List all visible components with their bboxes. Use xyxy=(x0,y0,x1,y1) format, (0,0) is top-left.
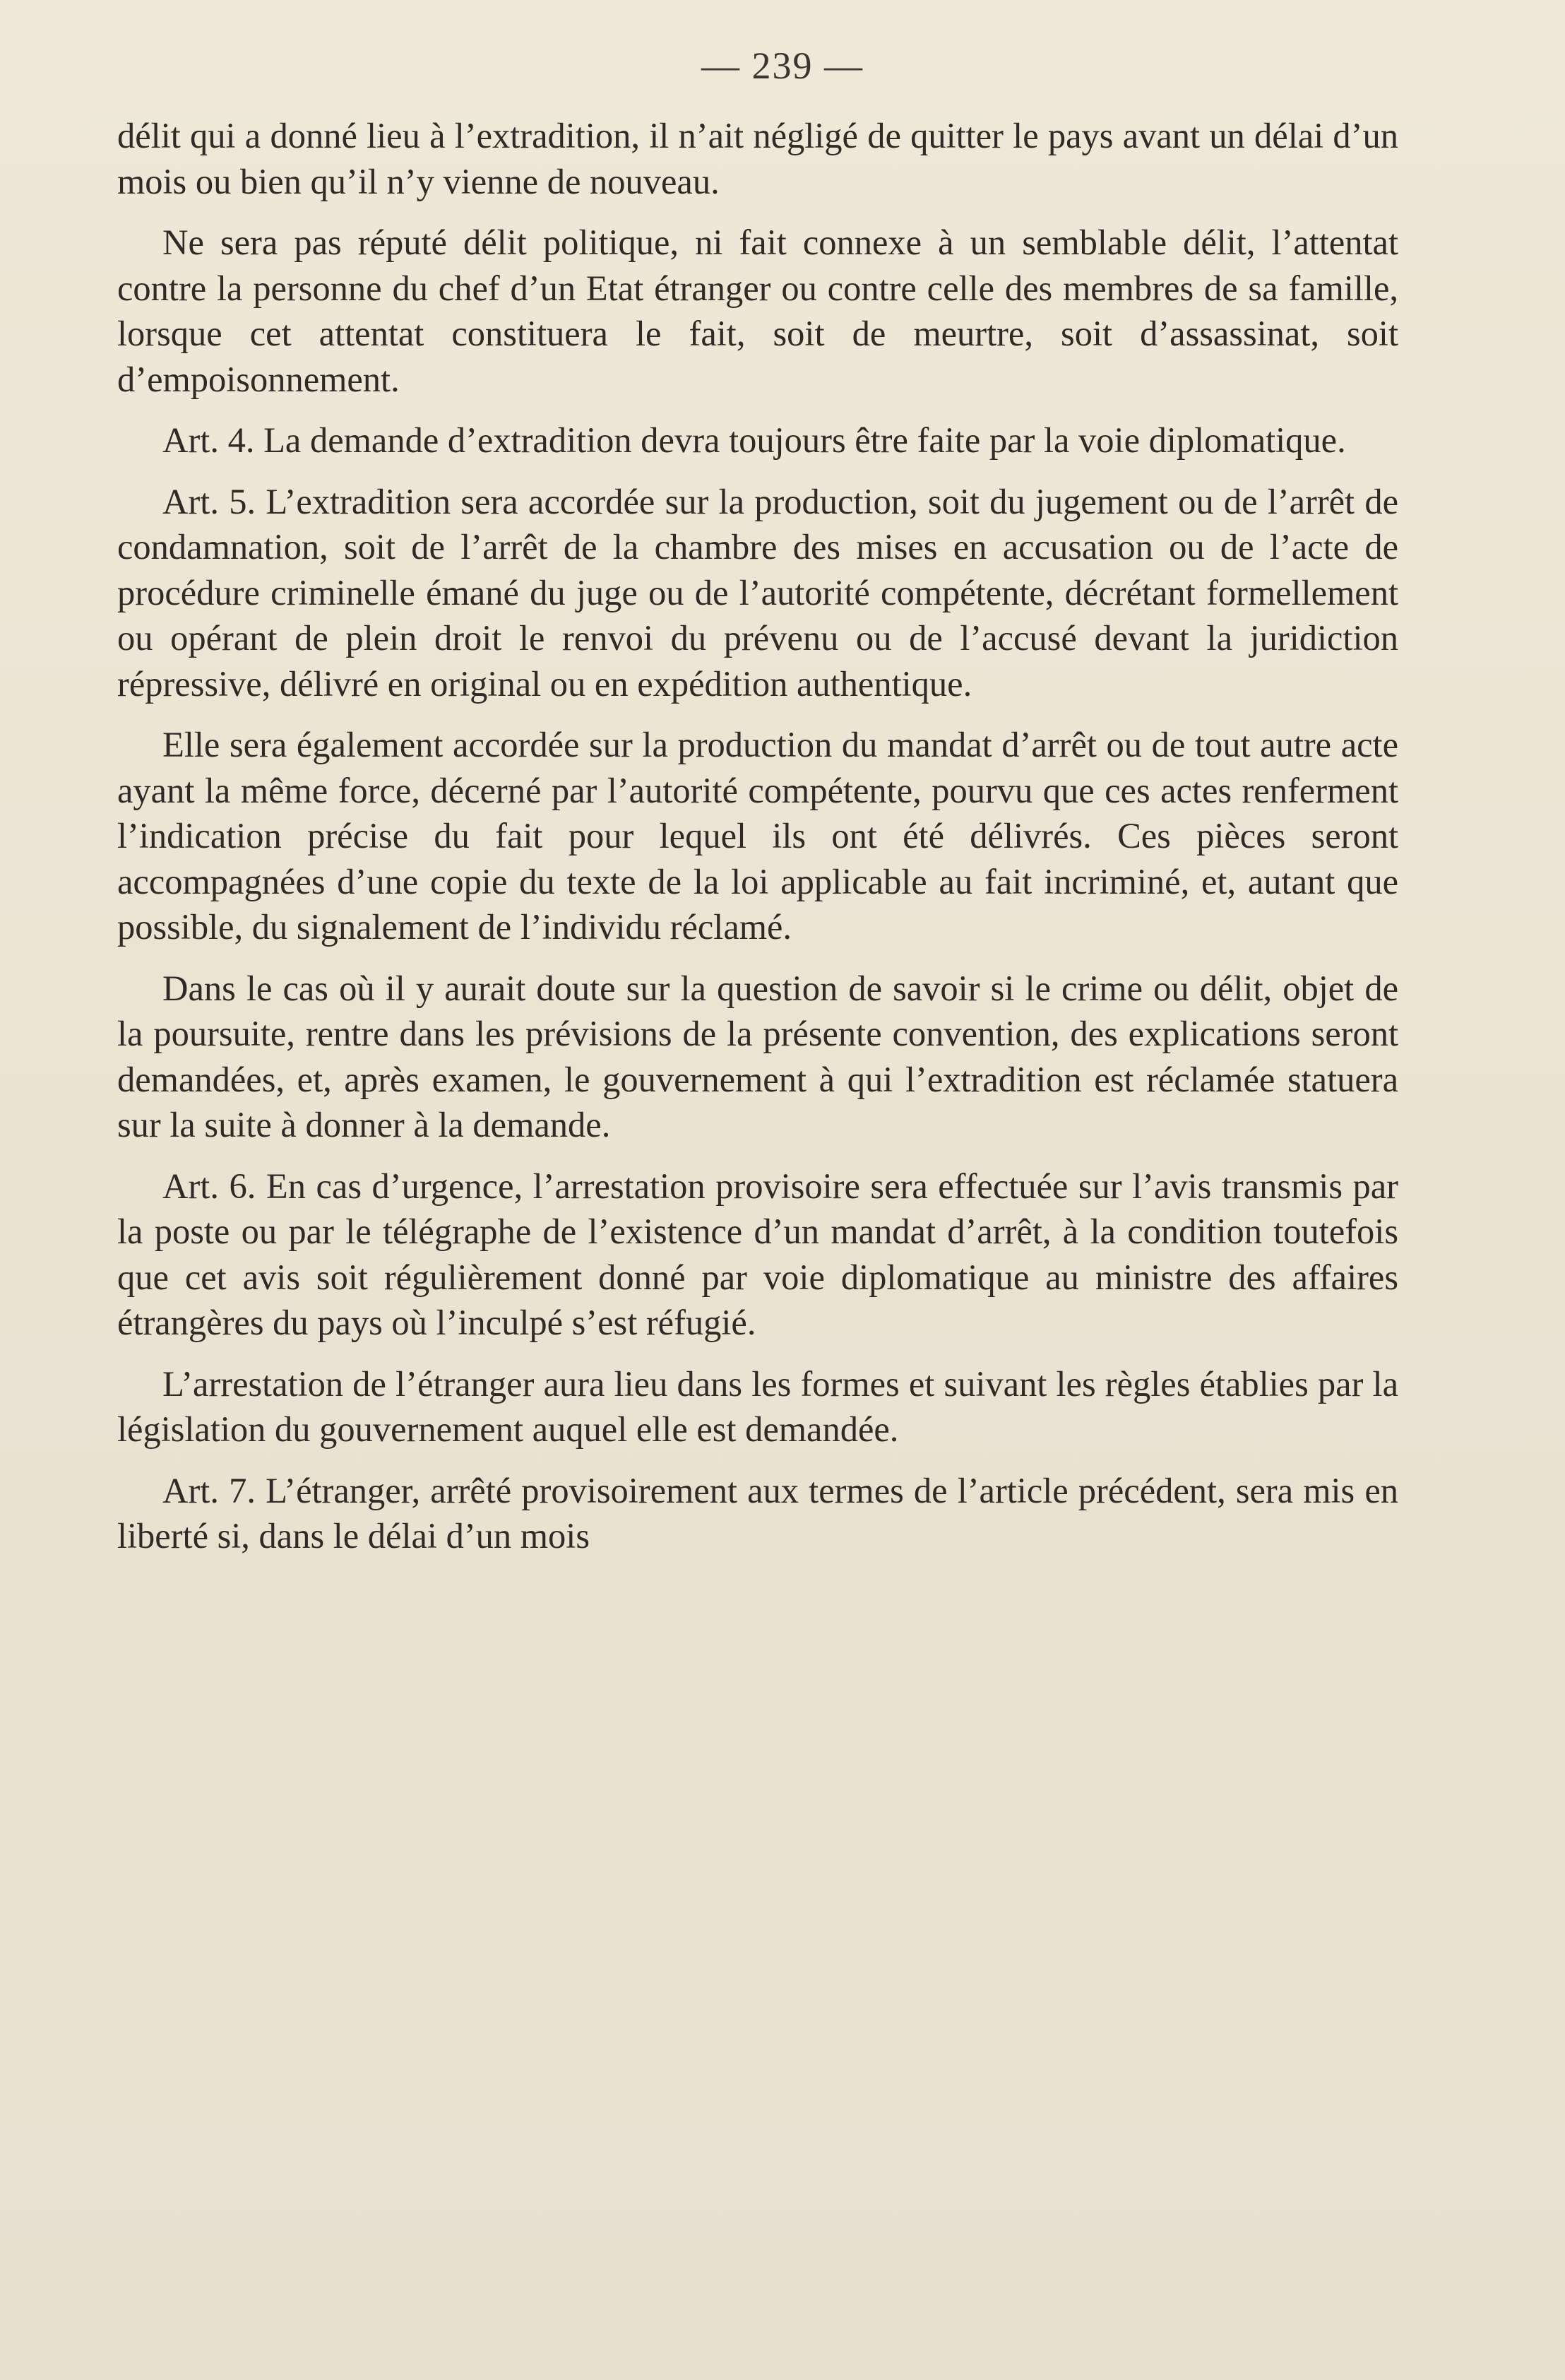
paragraph-article-4: Art. 4. La demande d’extradition devra toujours être faite par la voie diplomatique. xyxy=(162,420,1346,460)
paragraph-article-7: Art. 7. L’étranger, arrêté provisoirement aux termes de l’article précédent, sera mis en liberté si, dans le délai d’un mois xyxy=(117,1470,1398,1556)
paragraph-political-offence: Ne sera pas réputé délit politique, ni fait connexe à un semblable délit, l’attentat contre la personne du chef d’un Etat étranger ou contre celle des membres de sa famille, lorsque cet attentat constituera le fait, soit de meurtre, soit d’assassinat, soit d’empoisonnement. xyxy=(117,223,1398,399)
paragraph-article-6: Art. 6. En cas d’urgence, l’arrestation provisoire sera effectuée sur l’avis transmis par la poste ou par le télégraphe de l’existence d’un mandat d’arrêt, à la condition toutefois que cet avis soit régulièrement donné par voie diplomatique au ministre des affaires étrangères du pays où l’inculpé s’est réfugié. xyxy=(117,1166,1398,1342)
paragraph-article-5: Art. 5. L’extradition sera accordée sur la production, soit du jugement ou de l’arrêt de condamnation, soit de l’arrêt de la chambre des mises en accusation ou de l’acte de procédure criminelle émané du juge ou de l’autorité compétente, décrétant formellement ou opérant de plein droit le renvoi du prévenu ou de l’accusé devant la juridiction répressive, délivré en original ou en expédition authentique. xyxy=(117,481,1398,704)
paragraph-continuation: délit qui a donné lieu à l’extradition, il n’ait négligé de quitter le pays avant un délai d’un mois ou bien qu’il n’y vienne de nouveau. xyxy=(117,116,1398,201)
paragraph-arrestation: L’arrestation de l’étranger aura lieu dans les formes et suivant les règles établies par la législation du gouvernement auquel elle est demandée. xyxy=(117,1363,1398,1449)
page-number: — 239 — xyxy=(701,45,864,87)
document-body xyxy=(117,113,1398,1575)
paragraph-mandat-arret: Elle sera également accordée sur la production du mandat d’arrêt ou de tout autre acte ayant la même force, décerné par l’autorité compétente, pourvu que ces actes renferment l’indication précise du fait pour lequel ils ont été délivrés. Ces pièces seront accompagnées d’une copie du texte de la loi applicable au fait incriminé, et, autant que possible, du signalement de l’individu réclamé. xyxy=(117,725,1398,947)
paragraph-doute: Dans le cas où il y aurait doute sur la question de savoir si le crime ou délit, objet de la poursuite, rentre dans les prévisions de la présente convention, des explications seront demandées, et, après examen, le gouvernement à qui l’extradition est réclamée statuera sur la suite à donner à la demande. xyxy=(117,968,1398,1144)
